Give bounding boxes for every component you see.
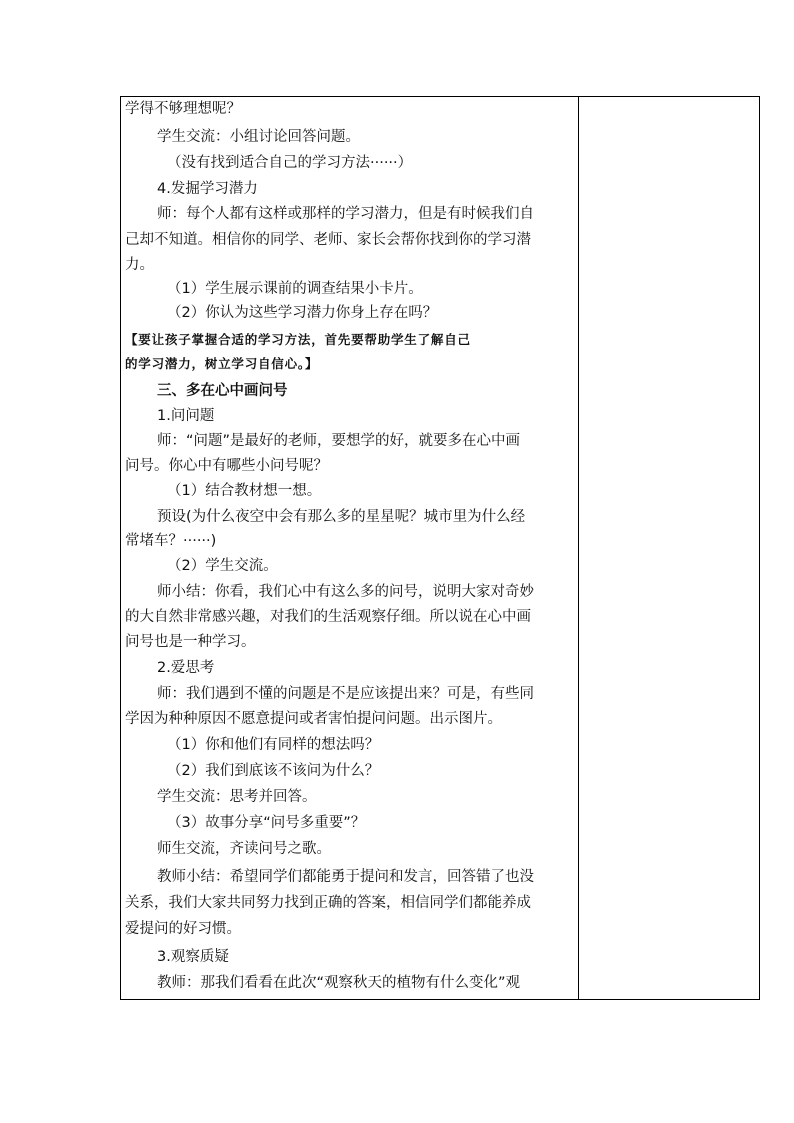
text-line: 学得不够理想呢？ <box>125 101 241 117</box>
text-line: 师：我们遇到不懂的问题是不是应该提出来？可是，有些同 <box>157 686 534 702</box>
text-line: （没有找到适合自己的学习方法······） <box>167 155 413 171</box>
text-line: 己却不知道。相信你的同学、老师、家长会帮你找到你的学习潜 <box>125 232 531 248</box>
text-line: （1）你和他们有同样的想法吗？ <box>167 737 380 753</box>
lesson-table <box>120 96 760 1000</box>
text-line: 学因为种种原因不愿意提问或者害怕提问问题。出示图片。 <box>125 711 502 727</box>
text-line: 问号也是一种学习。 <box>125 634 256 650</box>
text-line: 师小结：你看，我们心中有这么多的问号，说明大家对奇妙 <box>157 584 534 600</box>
text-line: 问号。你心中有哪些小问号呢？ <box>125 458 328 474</box>
text-line: 的大自然非常感兴趣，对我们的生活观察仔细。所以说在心中画 <box>125 609 531 625</box>
text-line: 爱提问的好习惯。 <box>125 921 241 937</box>
text-line: 常堵车？······) <box>125 533 217 549</box>
text-line: （3）故事分享“问号多重要”？ <box>167 815 366 831</box>
text-line: 教师小结：希望同学们都能勇于提问和发言，回答错了也没 <box>157 869 534 885</box>
lesson-content-cell <box>121 97 578 999</box>
teaching-note: 的学习潜力，树立学习自信心。】 <box>125 356 319 371</box>
section-heading: 三、多在心中画问号 <box>157 383 288 399</box>
text-line: 师生交流，齐读问号之歌。 <box>157 841 331 857</box>
text-line: （2）你认为这些学习潜力你身上存在吗？ <box>167 305 438 321</box>
text-line: （2）学生交流。 <box>167 558 278 574</box>
text-line: 学生交流：思考并回答。 <box>157 789 317 805</box>
notes-cell <box>579 97 759 999</box>
subheading: 4.发掘学习潜力 <box>157 181 258 197</box>
subheading: 1.问问题 <box>157 408 215 424</box>
text-line: 学生交流：小组讨论回答问题。 <box>157 129 360 145</box>
text-line: （2）我们到底该不该问为什么？ <box>167 763 380 779</box>
text-line: 力。 <box>125 257 154 273</box>
text-line: 关系，我们大家共同努力找到正确的答案，相信同学们都能养成 <box>125 895 531 911</box>
text-line: 师：每个人都有这样或那样的学习潜力，但是有时候我们自 <box>157 206 534 222</box>
subheading: 3.观察质疑 <box>157 949 229 965</box>
text-line: （1）学生展示课前的调查结果小卡片。 <box>167 281 423 297</box>
text-line: （1）结合教材想一想。 <box>167 483 322 499</box>
teaching-note: 【要让孩子掌握合适的学习方法，首先要帮助学生了解自己 <box>125 332 471 347</box>
subheading: 2.爱思考 <box>157 660 215 676</box>
text-line: 预设(为什么夜空中会有那么多的星星呢？城市里为什么经 <box>157 509 526 525</box>
text-line: 师：“问题”是最好的老师，要想学的好，就要多在心中画 <box>157 433 521 449</box>
text-line: 教师：那我们看看在此次“观察秋天的植物有什么变化”观 <box>157 975 521 991</box>
